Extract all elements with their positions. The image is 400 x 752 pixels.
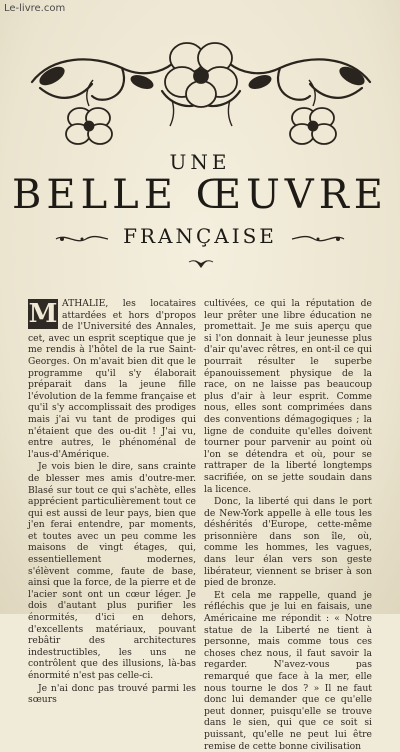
right-text-column (204, 298, 372, 752)
right-flourish-ornament (290, 232, 346, 246)
right-paragraph-3: Et cela me rappelle, quand je réfléchis que je lui en faisais, une Américaine me répondit : « Notre statue de la Liberté ne tient à personne, mais comme tous ces choses chez nous, il faut savoir la regarder. N'avez-vous pas remarqué que face à la mer, elle nous tourne le dos ? » Il ne faut donc lui demander que ce qu'elle peut donner, puisqu'elle se trouve dans le sien, qui que ce soit si puissant, qu'elle ne peut lui être remise de cette bonne civilisation (204, 589, 372, 752)
left-paragraph-3: Je n'ai donc pas trouvé parmi les sœurs (28, 682, 196, 706)
right-paragraph-1: cultivées, ce qui la réputation de leur prêter une libre éducation ne promettait. Je me suis aperçu que si l'on donnait à leur jeunesse plus d'air qu'avec rêtres, en ont-il ce qui pourrait résulter le superbe épanouissement physique de la race, on ne laisse pas beaucoup plus d'air à leur esprit. Comme nous, elles sont comprimées dans des conventions démagogiques ; la ligne de conduite qu'elles doivent tourner pour parvenir au point où l'on se détendra et où, pour se rattraper de la liberté longtemps sacrifiée, on se jette soudain dans la licence. (204, 298, 372, 495)
dropcap-letter: M (28, 299, 58, 329)
small-leaf-ornament (186, 257, 216, 269)
left-text-column (28, 298, 196, 706)
title-line-francaise: FRANÇAISE (123, 224, 277, 248)
left-paragraph-1 (28, 298, 196, 460)
left-paragraph-2: Je vois bien le dire, sans crainte de blesser mes amis d'outre-mer. Blasé sur tout ce qui s'achète, elles apprécient particulièrement tout ce qui est aussi de leur pays, bien que j'en ferai entendre, par moments, et toutes avec un peu comme les maisons de vingt étages, qui, essentiellement modernes, s'élèvent comme, faute de base, ainsi que la force, de la pierre et de l'acier sont ont un cœur léger. Je dois d'autant plus purifier les énormités, d'ici en dehors, d'excellents matériaux, pouvant rebâtir des architectures indestructibles, les uns ne contrôlent que des illusions, là-bas énormité n'est pas celle-ci. (28, 461, 196, 681)
watermark: Le-livre.com (4, 3, 66, 14)
floral-headpiece-illustration (22, 36, 380, 146)
title-line-belle-oeuvre: BELLE ŒUVRE (11, 172, 389, 218)
left-paragraph-1-text: ATHALIE, les locataires attardées et hors d'propos de l'Université des Annales, cet, avec un esprit sceptique que je me rendis à l'hôtel de la rue Saint-Georges. On m'avait bien dit que le programme qu'il s'y élaborait préparait dans la jeune fille l'évolution de la femme française et qu'il s'y accomplissait des prodiges mais j'ai vu tant de prodiges qui n'étaient que des ou-dit ! J'ai vu, entre autres, le phénoménal de l'aus-d'Amérique. (28, 298, 196, 460)
title-subtitle-row (40, 224, 360, 250)
title-line-une: UNE (169, 150, 231, 174)
right-paragraph-2: Donc, la liberté qui dans le port de New-York appelle à elle tous les déshérités d'Europe, cette-même prisonnière dans son île, où, comme les hommes, les vagues, dans leur élan vers son geste libérateur, viennent se briser à son pied de bronze. (204, 496, 372, 589)
